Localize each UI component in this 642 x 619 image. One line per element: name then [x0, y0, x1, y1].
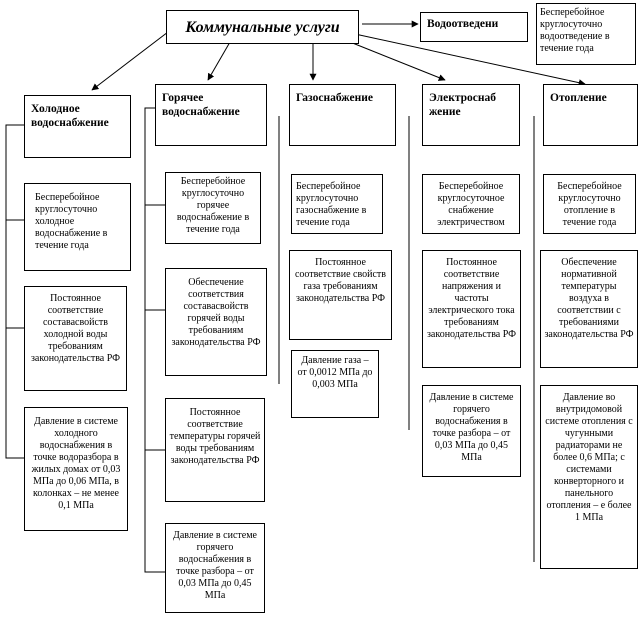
hot-water-spine: [145, 108, 165, 572]
hot-water-item-2: Обеспечение соответствия составасвойств горячей воды требованиям законодательства РФ: [165, 268, 267, 376]
heating-item-1: Бесперебойное круглосуточно отопление в течение года: [543, 174, 636, 234]
gas-item-1: Бесперебойное круглосуточно газоснабжение в течение года: [291, 174, 383, 234]
hot-water-item-4: Давление в системе горячего водоснабжения в точке разбора – от 0,03 МПа до 0,45 МПа: [165, 523, 265, 613]
gas-item-2: Постоянное соответствие свойств газа требованиям законодательства РФ: [289, 250, 392, 340]
cold-water-item-3: Давление в системе холодного водоснабжения в точке водоразбора в жилых домах от 0,03 МПа до 0,06 МПа, в колонках – не менее 0,1 МПа: [24, 407, 128, 531]
root-node: Коммунальные услуги: [166, 10, 359, 44]
heating-item-3: Давление во внутридомовой системе отопления с чугунными радиаторами не более 0,6 МПа; с системами конверторного и панельного отопления – е более 1 МПа: [540, 385, 638, 569]
electricity-header: Электроснаб жение: [422, 84, 520, 146]
heating-item-2: Обеспечение нормативной температуры воздуха в соответствии с требованиями законодательства РФ: [540, 250, 638, 368]
heating-header: Отопление: [543, 84, 638, 146]
cold-water-spine: [6, 125, 24, 458]
gas-item-3: Давление газа – от 0,0012 МПа до 0,003 МПа: [291, 350, 379, 418]
hot-water-item-1: Бесперебойное круглосуточно горячее водоснабжение в течение года: [165, 172, 261, 244]
gas-header: Газоснабжение: [289, 84, 396, 146]
hot-water-item-3: Постоянное соответствие температуры горячей воды требованиям законодательства РФ: [165, 398, 265, 502]
drainage-note: Бесперебойное круглосуточно водоотведение в течение года: [536, 3, 636, 65]
arrow-to-hot-water: [208, 42, 230, 80]
cold-water-header: Холодное водоснабжение: [24, 95, 131, 158]
arrow-to-electricity: [345, 40, 445, 80]
electricity-item-2: Постоянное соответствие напряжения и частоты электрического тока требованиям законодательства РФ: [422, 250, 521, 368]
electricity-item-1: Бесперебойное круглосуточное снабжение электричеством: [422, 174, 520, 234]
cold-water-item-2: Постоянное соответствие составасвойств холодной воды требованиям законодательства РФ: [24, 286, 127, 391]
cold-water-item-1: Бесперебойное круглосуточно холодное водоснабжение в течение года: [24, 183, 131, 271]
hot-water-header: Горячее водоснабжение: [155, 84, 267, 146]
arrow-to-cold-water: [92, 32, 168, 90]
drainage-header: Водоотведени: [420, 12, 528, 42]
electricity-item-3: Давление в системе горячего водоснабжения в точке разбора – от 0,03 МПа до 0,45 МПа: [422, 385, 521, 477]
